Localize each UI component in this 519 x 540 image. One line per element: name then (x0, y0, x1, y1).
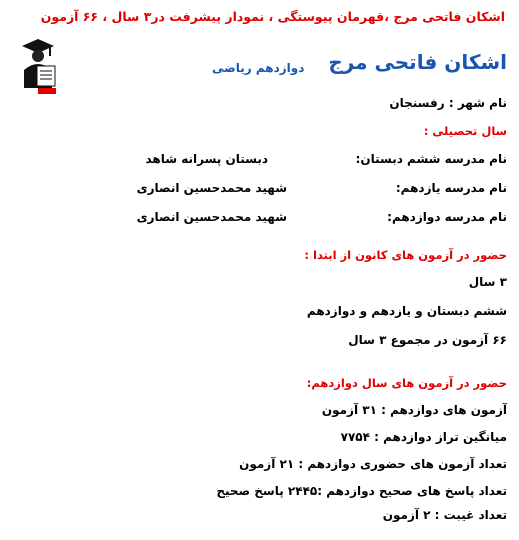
grade12-correct-answers: تعداد پاسخ های صحیح دوازدهم :۲۴۴۵ پاسخ صحیح (216, 484, 507, 498)
grade-label: دوازدهم ریاضی (212, 61, 305, 75)
attendance-total: ۶۶ آزمون در مجموع ۳ سال (348, 333, 507, 347)
student-name: اشکان فاتحی مرج (328, 50, 507, 74)
attendance-heading: حضور در آزمون های کانون از ابتدا : (304, 248, 507, 262)
attendance-grades: ششم دبستان و یازدهم و دوازدهم (306, 304, 507, 318)
school-6th-label: نام مدرسه ششم دبستان: (355, 152, 507, 166)
school-year-heading: سال تحصیلی : (423, 124, 507, 138)
graduate-logo-icon (16, 36, 60, 96)
school-11th-value: شهید محمدحسین انصاری (136, 181, 287, 195)
grade12-exam-count: آزمون های دوازدهم : ۳۱ آزمون (321, 403, 507, 417)
grade12-average-taraz: میانگین تراز دوازدهم : ۷۷۵۴ (340, 430, 507, 444)
grade12-heading: حضور در آزمون های سال دوازدهم: (306, 376, 507, 390)
grade12-absences: تعداد غیبت : ۲ آزمون (382, 508, 507, 522)
city: نام شهر : رفسنجان (389, 96, 507, 110)
school-12th-value: شهید محمدحسین انصاری (136, 210, 287, 224)
school-6th-value: دبستان پسرانه شاهد (145, 152, 268, 166)
school-11th-label: نام مدرسه یازدهم: (395, 181, 507, 195)
kanoon-logo (16, 36, 60, 96)
attendance-years: ۳ سال (468, 275, 507, 289)
headline: اشکان فاتحی مرج ،قهرمان پیوستگی ، نمودار پیشرفت در۳ سال ، ۶۶ آزمون (40, 9, 505, 24)
grade12-in-person-count: تعداد آزمون های حضوری دوازدهم : ۲۱ آزمون (239, 457, 507, 471)
school-12th-label: نام مدرسه دوازدهم: (387, 210, 507, 224)
